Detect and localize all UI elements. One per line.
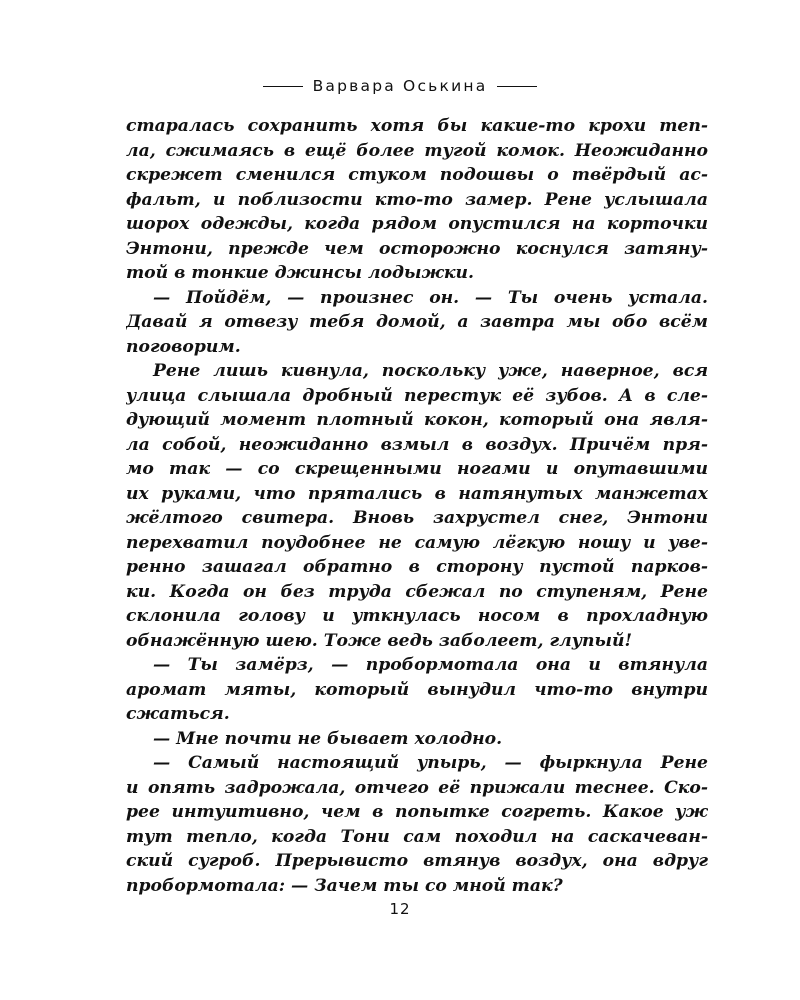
text-line: пробормотала: — Зачем ты со мной так? [126,875,563,896]
text-line: Рене лишь кивнула, поскольку уже, наверное, вся [153,361,708,381]
text-line: Давай я отвезу тебя домой, а завтра мы обо всём [126,312,708,332]
running-header [0,74,800,98]
text-line: их руками, что прятались в натянутых манжетах [126,483,708,504]
text-line: ский сугроб. Прерывисто втянув воздух, она вдруг [126,851,708,871]
text-line: аромат мяты, который вынудил что-то внутри [126,679,708,700]
header-rule-right [497,86,537,87]
text-line: обнажённую шею. Тоже ведь заболеет, глупый! [126,630,633,651]
text-line: улица слышала дробный перестук её зубов. А в сле- [126,385,708,406]
text-line: тут тепло, когда Тони сам походил на саскачеван- [126,826,708,847]
text-line: ки. Когда он без труда сбежал по ступеням, Рене [126,581,708,602]
header-rule-left [263,86,303,87]
text-line: склонила голову и уткнулась носом в прохладную [126,606,708,626]
text-line: ла собой, неожиданно взмыл в воздух. Причём пря- [126,434,708,455]
text-line: мо так — со скрещенными ногами и опутавшими [126,459,708,479]
text-line: — Пойдём, — произнес он. — Ты очень устала. [153,287,708,308]
text-line: сжаться. [126,704,230,724]
text-line: скрежет сменился стуком подошвы о твёрдый ас- [126,165,708,185]
body-text [126,114,708,898]
text-line: — Мне почти не бывает холодно. [153,728,503,749]
page-number: 12 [389,900,411,918]
header-author: Варвара Оськина [312,77,488,95]
text-line: и опять задрожала, отчего её прижали теснее. Ско- [126,777,708,798]
text-line: — Ты замёрз, — пробормотала она и втянула [153,655,708,675]
text-line: старалась сохранить хотя бы какие-то крохи теп- [126,116,708,136]
text-line: — Самый настоящий упырь, — фыркнула Рене [153,753,708,773]
text-line: дующий момент плотный кокон, который она явля- [126,410,708,430]
text-line: Энтони, прежде чем осторожно коснулся затяну- [126,238,708,259]
text-line: перехватил поудобнее не самую лёгкую ношу и уве- [126,532,708,553]
text-line: той в тонкие джинсы лодыжки. [126,263,475,283]
text-line: рее интуитивно, чем в попытке согреть. Какое уж [126,802,708,822]
text-line: фальт, и поблизости кто-то замер. Рене услышала [126,189,708,210]
text-line: шорох одежды, когда рядом опустился на корточки [126,214,708,234]
text-line: жёлтого свитера. Вновь захрустел снег, Энтони [126,508,708,528]
text-line: ренно зашагал обратно в сторону пустой парков- [126,557,708,577]
text-line: ла, сжимаясь в ещё более тугой комок. Неожиданно [126,140,708,161]
text-line: поговорим. [126,336,241,357]
